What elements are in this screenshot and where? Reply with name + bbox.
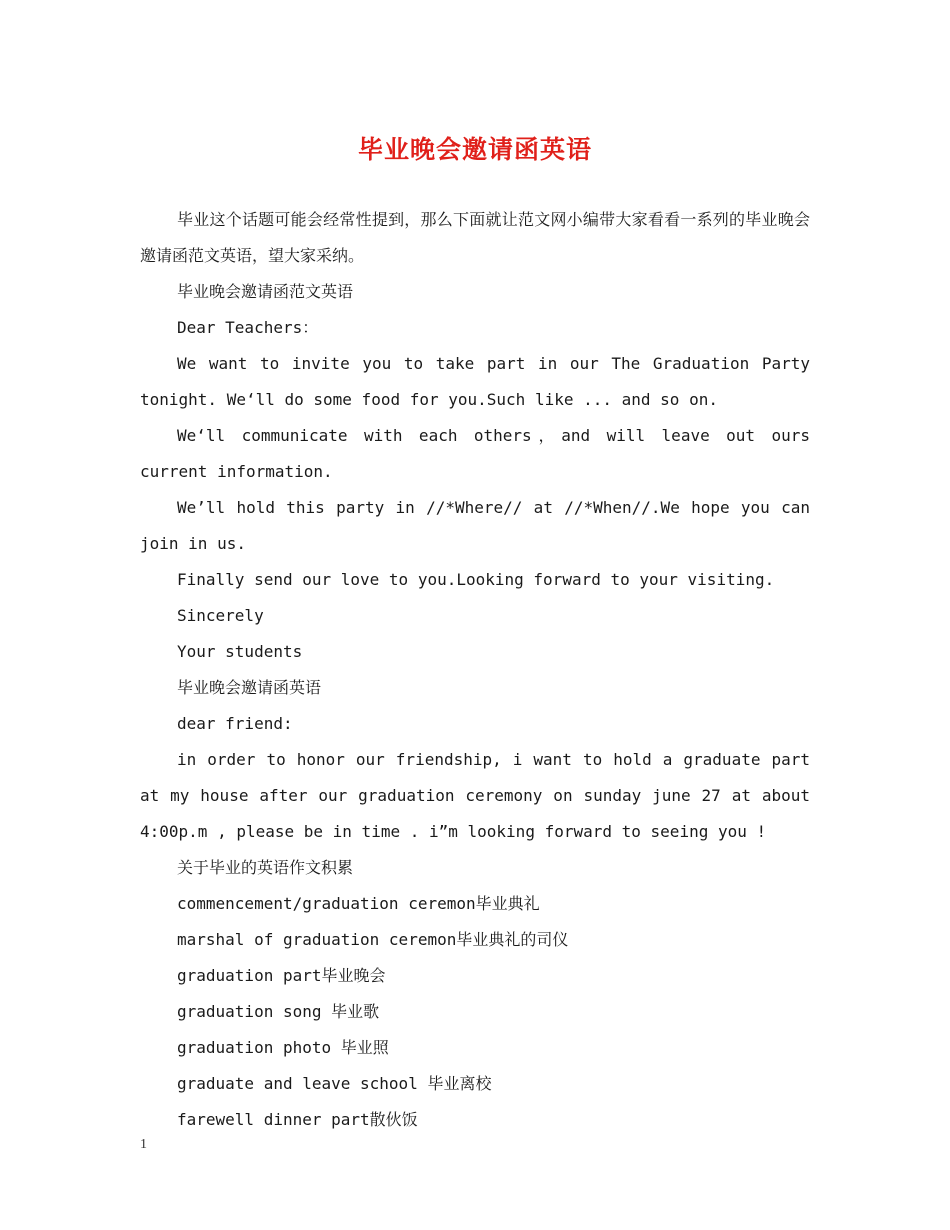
letter2-paragraph-1: in order to honor our friendship, i want to hold a graduate part at my house after our graduation ceremony on sunday june 27 at about 4:00p.m , please be in time . i”m looking forward to seeing you !: [140, 750, 810, 841]
letter1-paragraph-4: Finally send our love to you.Looking forward to your visiting.: [177, 570, 775, 589]
vocab-item: marshal of graduation ceremon毕业典礼的司仪: [177, 930, 569, 949]
vocab-item: graduate and leave school 毕业离校: [177, 1074, 492, 1093]
vocab-item: commencement/graduation ceremon毕业典礼: [177, 894, 540, 913]
vocab-item: graduation part毕业晚会: [177, 966, 386, 985]
section-heading-1: 毕业晚会邀请函范文英语: [177, 282, 354, 301]
section-heading-3: 关于毕业的英语作文积累: [177, 858, 354, 877]
vocab-item: farewell dinner part散伙饭: [177, 1110, 418, 1129]
letter1-paragraph-3: We’ll hold this party in //*Where// at //*When//.We hope you can join in us.: [140, 498, 810, 553]
page-number: 1: [140, 1137, 147, 1152]
page-title: 毕业晚会邀请函英语: [357, 135, 592, 164]
letter2-salutation: dear friend:: [177, 714, 293, 733]
letter1-paragraph-1: We want to invite you to take part in our The Graduation Party tonight. We‘ll do some food for you.Such like ... and so on.: [140, 354, 810, 409]
vocab-item: graduation photo 毕业照: [177, 1038, 389, 1057]
document-body: [140, 202, 810, 1138]
vocab-item: graduation song 毕业歌: [177, 1002, 380, 1021]
letter1-salutation: Dear Teachers：: [177, 318, 319, 337]
intro-paragraph: 毕业这个话题可能会经常性提到，那么下面就让范文网小编带大家看看一系列的毕业晚会邀请函范文英语，望大家采纳。: [140, 210, 810, 265]
section-heading-2: 毕业晚会邀请函英语: [177, 678, 322, 697]
letter1-closing: Sincerely: [177, 606, 264, 625]
letter1-signature: Your students: [177, 642, 303, 661]
letter1-paragraph-2: We‘ll communicate with each others，and will leave out ours current information.: [140, 426, 810, 481]
